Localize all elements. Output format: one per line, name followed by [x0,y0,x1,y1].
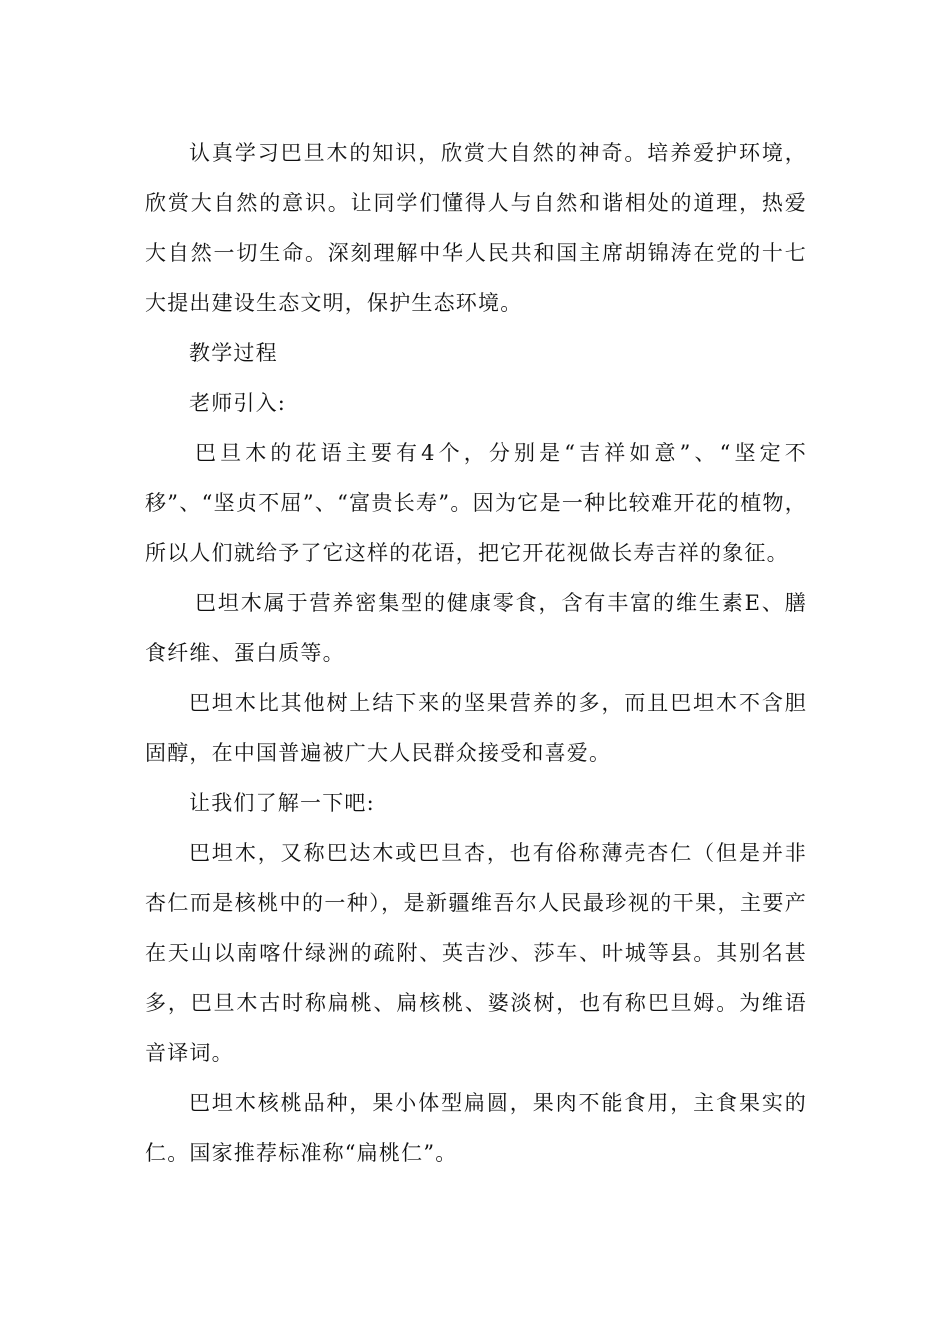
heading-teaching-process: 教学过程 [189,341,278,365]
heading-teacher-intro: 老师引入: [189,391,287,415]
paragraph-nutrition: 巴坦木属于营养密集型的健康零食，含有丰富的维生素E、膳食纤维、蛋白质等。 [145,591,807,665]
paragraph-flower-language: 巴旦木的花语主要有4个，分别是“吉祥如意”、“坚定不移”、“坚贞不屈”、“富贵长寿”。因为它是一种比较难开花的植物，所以人们就给予了它这样的花语，把它开花视做长寿吉祥的象征。 [145,441,807,565]
heading-learn-more: 让我们了解一下吧: [189,791,375,815]
paragraph-variety: 巴坦木核桃品种，果小体型扁圆，果肉不能食用，主食果实的仁。国家推荐标准称“扁桃仁”。 [145,1091,807,1165]
document-body [145,128,807,1178]
paragraph-cholesterol: 巴坦木比其他树上结下来的坚果营养的多，而且巴坦木不含胆固醇，在中国普遍被广大人民群众接受和喜爱。 [145,691,807,765]
paragraph-badam-description: 巴坦木，又称巴达木或巴旦杏，也有俗称薄壳杏仁（但是并非杏仁而是核桃中的一种），是新疆维吾尔人民最珍视的干果，主要产在天山以南喀什绿洲的疏附、英吉沙、莎车、叶城等县。其别名甚多，巴旦木古时称扁桃、扁核桃、婆淡树，也有称巴旦姆。为维语音译词。 [145,841,807,1065]
paragraph-learning-goals: 认真学习巴旦木的知识，欣赏大自然的神奇。培养爱护环境，欣赏大自然的意识。让同学们懂得人与自然和谐相处的道理，热爱大自然一切生命。深刻理解中华人民共和国主席胡锦涛在党的十七大提出建设生态文明，保护生态环境。 [145,141,807,315]
